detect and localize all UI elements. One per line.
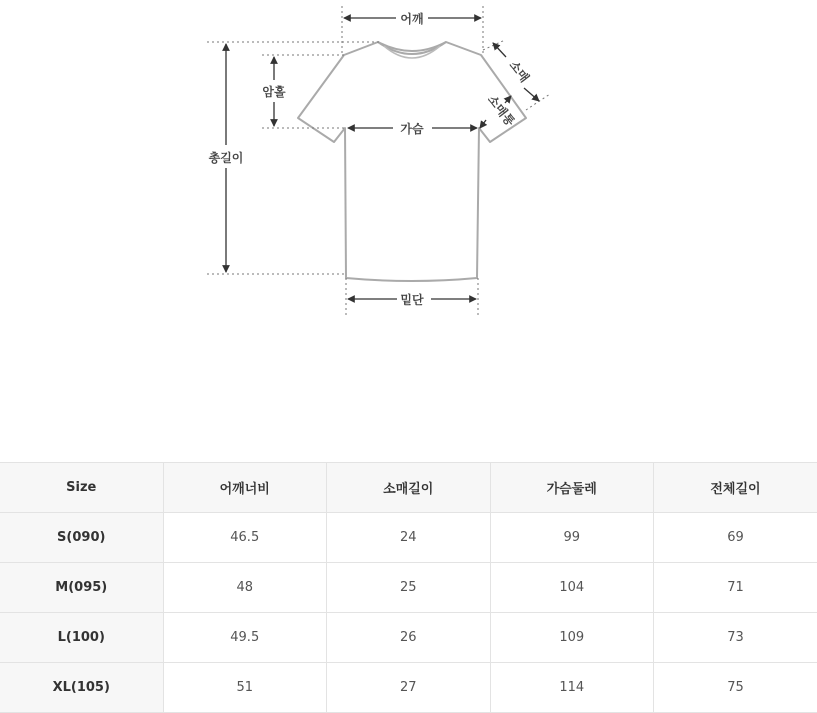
tshirt-outline — [298, 42, 526, 281]
table-cell: 48 — [163, 563, 327, 613]
armhole-label: 암홀 — [262, 84, 286, 99]
table-cell: 51 — [163, 663, 327, 713]
sleeve-opening-label: 소매통 — [485, 92, 518, 129]
table-cell: 75 — [654, 663, 817, 713]
table-cell: 104 — [490, 563, 654, 613]
hem-label: 밑단 — [400, 292, 424, 307]
table-cell: 69 — [654, 513, 817, 563]
size-cell: S(090) — [0, 513, 163, 563]
table-cell: 46.5 — [163, 513, 327, 563]
table-cell: 109 — [490, 613, 654, 663]
table-cell: 27 — [327, 663, 491, 713]
size-cell: L(100) — [0, 613, 163, 663]
header-shoulder-width: 어깨너비 — [163, 463, 327, 513]
sleeve-arrow-top — [493, 43, 506, 57]
sleeve-arrow-bottom — [524, 88, 539, 101]
header-size: Size — [0, 463, 163, 513]
total-length-label: 총길이 — [209, 150, 244, 165]
table-cell: 71 — [654, 563, 817, 613]
table-header-row — [0, 463, 817, 513]
tshirt-size-diagram — [0, 0, 817, 330]
table-cell: 25 — [327, 563, 491, 613]
sleeve-label: 소매 — [506, 57, 532, 85]
chest-label: 가슴 — [400, 121, 424, 136]
table-row — [0, 563, 817, 613]
header-sleeve-length: 소매길이 — [327, 463, 491, 513]
header-chest: 가슴둘레 — [490, 463, 654, 513]
size-cell: XL(105) — [0, 663, 163, 713]
table-row — [0, 513, 817, 563]
size-table — [0, 462, 817, 713]
size-cell: M(095) — [0, 563, 163, 613]
shoulder-label: 어깨 — [400, 11, 423, 26]
table-cell: 49.5 — [163, 613, 327, 663]
table-cell: 114 — [490, 663, 654, 713]
table-cell: 24 — [327, 513, 491, 563]
table-cell: 73 — [654, 613, 817, 663]
table-row — [0, 663, 817, 713]
header-total-length: 전체길이 — [654, 463, 817, 513]
table-cell: 26 — [327, 613, 491, 663]
table-row — [0, 613, 817, 663]
table-cell: 99 — [490, 513, 654, 563]
